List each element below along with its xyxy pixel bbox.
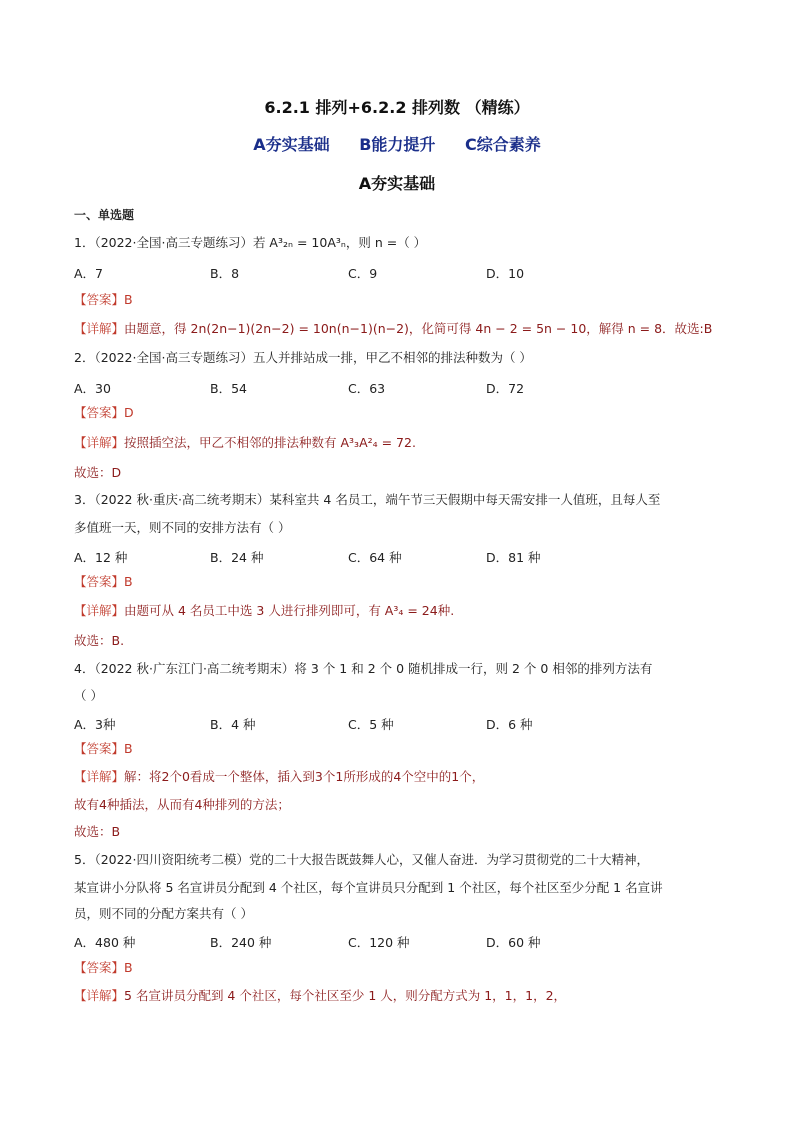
question-5-text-line-2: 某宣讲小分队将 5 名宣讲员分配到 4 个社区，每个宣讲员只分配到 1 个社区，每个社区至少分配 1 名宣讲 [74, 880, 663, 895]
answer-tag: 【答案】 [74, 405, 125, 420]
question-3-text-line-1: 3．（2022 秋·重庆·高二统考期末）某科室共 4 名员工，端午节三天假期中每天需安排一人值班，且每人至 [74, 492, 661, 507]
q4-answer [74, 741, 133, 757]
detail-tag: 【详解】 [74, 988, 125, 1003]
question-3-text-line-2: 多值班一天，则不同的安排方法有（ ） [74, 520, 291, 535]
q2-option-b: B．54 [210, 381, 247, 396]
detail-tag: 【详解】 [74, 603, 125, 618]
q1-detail-text: 由题意，得 2n(2n−1)(2n−2) = 10n(n−1)(n−2)，化简可得 4n − 2 = 5n − 10，解得 n = 8．故选:B [124, 321, 713, 336]
part-a-heading: A夯实基础 [253, 135, 330, 154]
q3-detail [74, 603, 454, 619]
question-1-text: 1．（2022·全国·高三专题练习）若 A³₂ₙ = 10A³ₙ，则 n =（ ） [74, 235, 427, 250]
q1-option-c: C．9 [348, 266, 378, 281]
question-5-text-line-3: 员，则不同的分配方案共有（ ） [74, 906, 253, 921]
q4-option-a: A．3种 [74, 717, 116, 732]
q5-detail [74, 988, 566, 1004]
q3-conclusion: 故选：B. [74, 633, 125, 648]
q2-answer-value: D [124, 405, 134, 420]
q1-option-d: D．10 [486, 266, 525, 281]
q2-answer [74, 405, 134, 421]
answer-tag: 【答案】 [74, 574, 125, 589]
q2-detail [74, 435, 416, 451]
q5-option-d: D．60 种 [486, 935, 541, 950]
q4-detail-line-1 [74, 769, 484, 785]
q3-option-d: D．81 种 [486, 550, 541, 565]
q2-option-c: C．63 [348, 381, 386, 396]
q1-option-b: B．8 [210, 266, 240, 281]
q5-option-a: A．480 种 [74, 935, 136, 950]
page-title: 6.2.1 排列+6.2.2 排列数 （精练） [264, 98, 530, 117]
q3-detail-text: 由题可从 4 名员工中选 3 人进行排列即可，有 A³₄ = 24种. [124, 603, 455, 618]
part-headings [0, 132, 794, 155]
question-5-text-line-1: 5．（2022·四川资阳统考二模）党的二十大报告既鼓舞人心，又催人奋进．为学习贯彻党的二十大精神， [74, 852, 649, 867]
part-c-heading: C综合素养 [465, 135, 541, 154]
q5-option-c: C．120 种 [348, 935, 410, 950]
q1-answer [74, 292, 133, 308]
q1-option-a: A．7 [74, 266, 104, 281]
question-4-text-line-1: 4．（2022 秋·广东江门·高二统考期末）将 3 个 1 和 2 个 0 随机排成一行，则 2 个 0 相邻的排列方法有 [74, 661, 653, 676]
section-heading: 一、单选题 [74, 208, 135, 222]
q5-detail-text: 5 名宣讲员分配到 4 个社区，每个社区至少 1 人，则分配方式为 1，1，1，2， [124, 988, 567, 1003]
q4-option-b: B．4 种 [210, 717, 256, 732]
q3-answer [74, 574, 133, 590]
section-subtitle: A夯实基础 [358, 174, 436, 193]
q1-answer-value: B [124, 292, 133, 307]
detail-tag: 【详解】 [74, 321, 125, 336]
part-b-heading: B能力提升 [359, 135, 436, 154]
q4-answer-value: B [124, 741, 133, 756]
detail-tag: 【详解】 [74, 769, 125, 784]
question-2-text: 2．（2022·全国·高三专题练习）五人并排站成一排，甲乙不相邻的排法种数为（ ） [74, 350, 532, 365]
q2-conclusion: 故选：D [74, 465, 122, 480]
q5-answer-value: B [124, 960, 133, 975]
q2-option-d: D．72 [486, 381, 525, 396]
q1-detail [74, 321, 712, 337]
q5-answer [74, 960, 133, 976]
answer-tag: 【答案】 [74, 292, 125, 307]
q5-option-b: B．240 种 [210, 935, 272, 950]
detail-tag: 【详解】 [74, 435, 125, 450]
q4-option-d: D．6 种 [486, 717, 533, 732]
answer-tag: 【答案】 [74, 741, 125, 756]
q4-detail-line-2: 故有4种插法，从而有4种排列的方法； [74, 797, 290, 812]
q2-option-a: A．30 [74, 381, 111, 396]
answer-tag: 【答案】 [74, 960, 125, 975]
q3-option-c: C．64 种 [348, 550, 402, 565]
q4-detail-text-1: 解：将2个0看成一个整体，插入到3个1所形成的4个空中的1个， [124, 769, 485, 784]
question-4-text-line-2: （ ） [74, 688, 103, 703]
q2-detail-text: 按照插空法，甲乙不相邻的排法种数有 A³₃A²₄ = 72. [124, 435, 416, 450]
q3-option-a: A．12 种 [74, 550, 128, 565]
q4-option-c: C．5 种 [348, 717, 394, 732]
q3-answer-value: B [124, 574, 133, 589]
q4-conclusion: 故选：B [74, 824, 121, 839]
q3-option-b: B．24 种 [210, 550, 264, 565]
